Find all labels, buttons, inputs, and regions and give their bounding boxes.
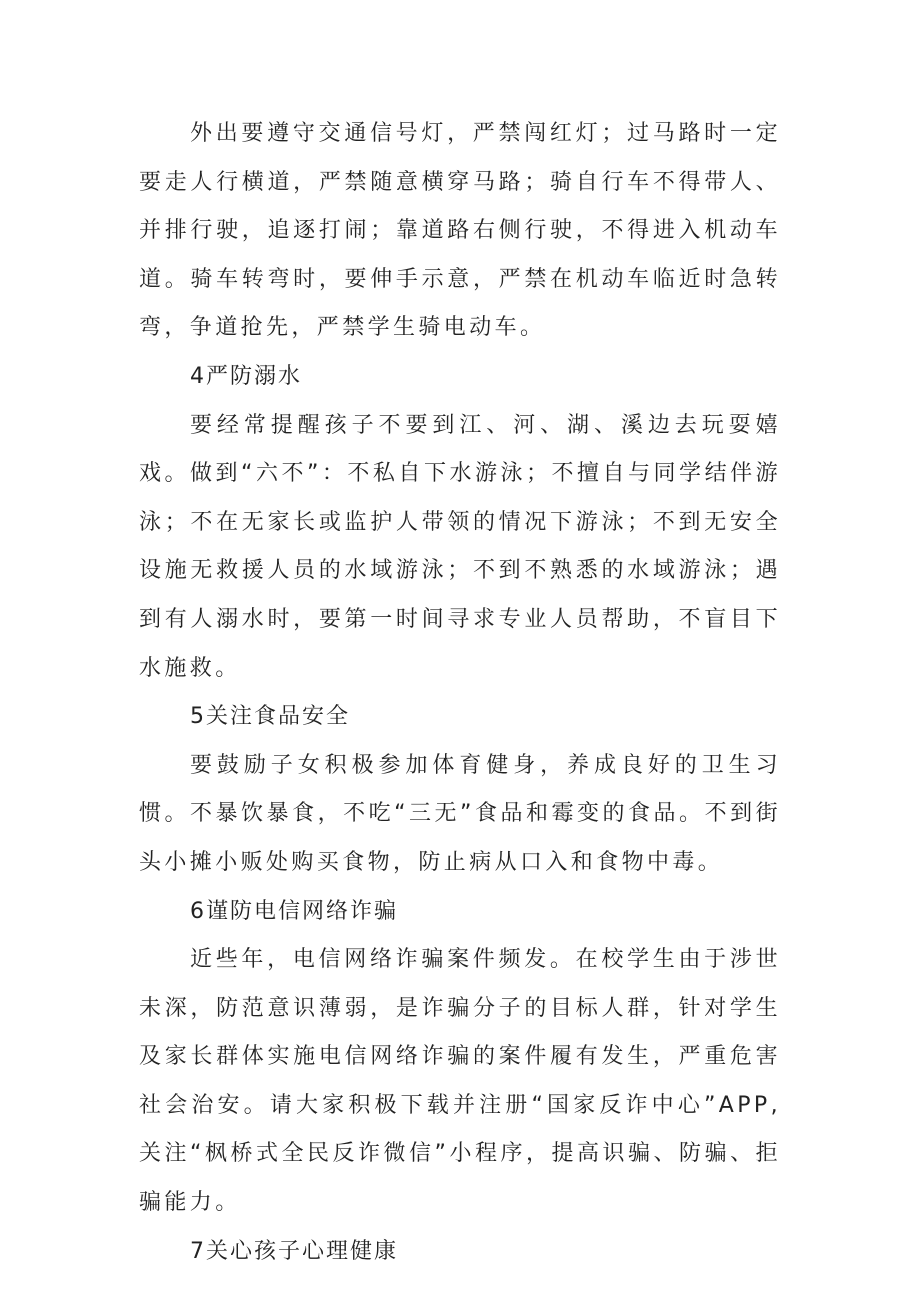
paragraph-traffic-safety: 外出要遵守交通信号灯，严禁闯红灯；过马路时一定要走人行横道，严禁随意横穿马路；骑自行车不得带人、并排行驶，追逐打闹；靠道路右侧行驶，不得进入机动车道。骑车转弯时，要伸手示意，严禁在机动车临近时急转弯，争道抢先，严禁学生骑电动车。	[139, 121, 781, 341]
paragraph-telecom-fraud: 近些年，电信网络诈骗案件频发。在校学生由于涉世未深，防范意识薄弱，是诈骗分子的目标人群，针对学生及家长群体实施电信网络诈骗的案件履有发生，严重危害社会治安。请大家积极下载并注册“国家反诈中心”APP,关注“枫桥式全民反诈微信”小程序，提高识骗、防骗、拒骗能力。	[139, 947, 781, 1216]
document-body	[139, 110, 781, 1276]
paragraph-drowning: 要经常提醒孩子不要到江、河、湖、溪边去玩耍嬉戏。做到“六不”：不私自下水游泳；不擅自与同学结伴游泳；不在无家长或监护人带领的情况下游泳；不到无安全设施无救援人员的水域游泳；不到不熟悉的水域游泳；遇到有人溺水时，要第一时间寻求专业人员帮助，不盲目下水施救。	[139, 412, 781, 681]
section-heading-mental-health: 7关心孩子心理健康	[190, 1238, 398, 1264]
section-heading-telecom-fraud: 6谨防电信网络诈骗	[190, 898, 398, 924]
section-heading-food-safety: 5关注食品安全	[190, 704, 350, 730]
section-heading-drowning: 4严防溺水	[190, 363, 302, 389]
paragraph-food-safety: 要鼓励子女积极参加体育健身，养成良好的卫生习惯。不暴饮暴食，不吃“三无”食品和霉变的食品。不到街头小摊小贩处购买食物，防止病从口入和食物中毒。	[139, 752, 781, 875]
